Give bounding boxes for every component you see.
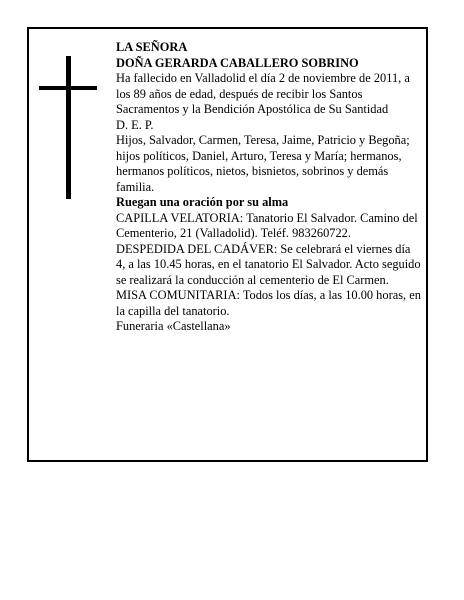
farewell-info: DESPEDIDA DEL CADÁVER: Se celebrará el viernes día 4, a las 10.45 horas, en el tanatorio El Salvador. Acto seguido se realizará la conducción al cementerio de El Carmen. [116, 241, 421, 287]
notice-body [116, 40, 421, 335]
obituary-notice [27, 27, 428, 462]
deceased-name: DOÑA GERARDA CABALLERO SOBRINO [116, 55, 359, 70]
family-list: Hijos, Salvador, Carmen, Teresa, Jaime, Patricio y Begoña; hijos políticos, Daniel, Arturo, Teresa y María; hermanos, hermanos políticos, nietos, bisnietos, sobrinos y demás familia. [116, 133, 410, 194]
chapel-info: CAPILLA VELATORIA: Tanatorio El Salvador. Camino del Cementerio, 21 (Valladolid). Teléf. 983260722. [116, 210, 418, 240]
funeral-home: Funeraria «Castellana» [116, 319, 231, 333]
rest-in-peace: D. E. P. [116, 117, 154, 132]
notice-title: LA SEÑORA [116, 40, 188, 54]
prayer-request: Ruegan una oración por su alma [116, 195, 289, 209]
cross-icon [39, 56, 97, 199]
cross-vertical-bar [66, 56, 71, 199]
death-announcement: Ha fallecido en Valladolid el día 2 de noviembre de 2011, a los 89 años de edad, después de recibir los Santos Sacramentos y la Bendición Apostólica de Su Santidad [116, 71, 410, 116]
cross-horizontal-bar [39, 86, 97, 90]
mass-info: MISA COMUNITARIA: Todos los días, a las 10.00 horas, en la capilla del tanatorio. [116, 288, 421, 318]
